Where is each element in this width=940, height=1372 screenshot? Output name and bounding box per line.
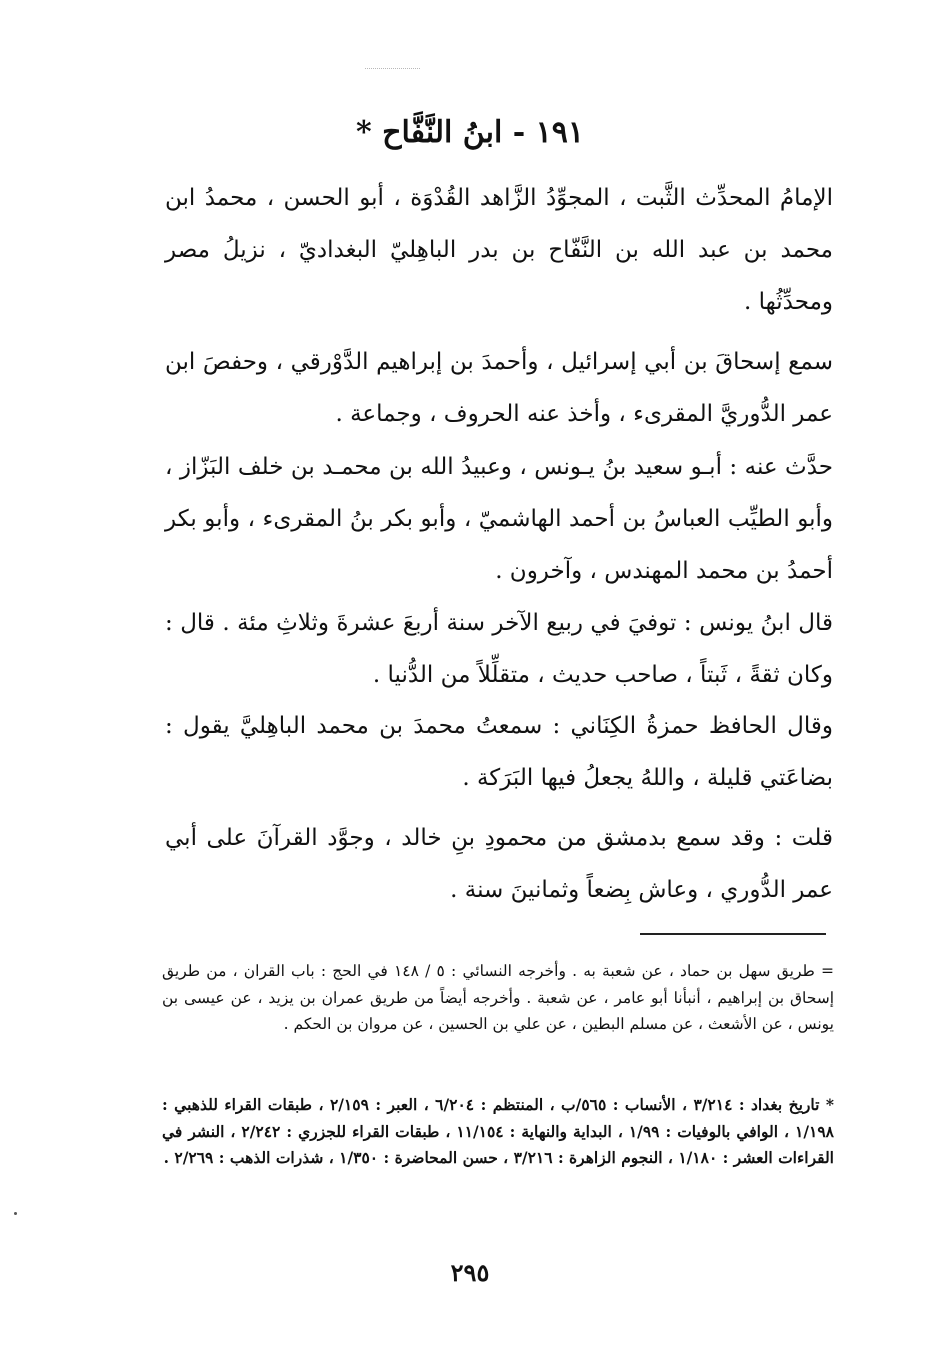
footnote-separator	[640, 933, 826, 935]
teachers-text: سمع إسحاقَ بن أبي إسرائيل ، وأحمدَ بن إبراهيم الدَّوْرقي ، وحفصَ ابن عمر الدُّوريَّ المقرىء ، وأخذ عنه الحروف ، وجماعة .	[165, 349, 833, 427]
entry-title: ١٩١ - ابنُ النَّفَّاح *	[356, 115, 584, 150]
footnote-sources: * تاريخ بغداد : ٣/٢١٤ ، الأنساب : ٥٦٥/ب ، المنتظم : ٦/٢٠٤ ، العبر : ٢/١٥٩ ، طبقات القراء للذهبي : ١/١٩٨ ، الوافي بالوفيات : ١/٩٩ ، البداية والنهاية : ١١/١٥٤ ، طبقات القراء للجزري : ٢/٢٤٢ ، النشر في القراءات العشر : ١/١٨٠ ، النجوم الزاهرة : ٣/٢١٦ ، حسن المحاضرة : ١/٣٥٠ ، شذرات الذهب : ٢/٢٦٩ .	[162, 1095, 835, 1167]
footnote-continuation: = طريق سهل بن حماد ، عن شعبة به . وأخرجه النسائي : ٥ / ١٤٨ في الحج : باب القران ، من طريق إسحاق بن إبراهيم ، أنبأنا أبو عامر ، عن شعبة . وأخرجه أيضاً من طريق عمران بن يزيد ، عن عيسى بن يونس ، عن الأشعث ، عن مسلم البطين ، عن علي بن الحسين ، عن مروان بن الحكم .	[162, 962, 835, 1033]
author-note-paragraph	[165, 812, 833, 916]
intro-paragraph	[165, 172, 833, 328]
teachers-paragraph	[165, 336, 833, 440]
ibn-yunus-text: قال ابنُ يونس : توفيَ في ربيع الآخر سنة أربعَ عشرةَ وثلاثِ مئة . قال : وكان ثقةً ، ثَبتاً ، صاحب حديث ، متقلِّلاً من الدُّنيا .	[165, 610, 833, 688]
intro-text: الإمامُ المحدِّث الثَّبت ، المجوِّدُ الزَّاهد القُدْوَة ، أبو الحسن ، محمدُ ابن محمد بن عبد الله بن النَّفّاح بن بدر الباهِليّ البغداديّ ، نزيلُ مصر ومحدِّثُها .	[165, 185, 833, 315]
hamza-paragraph	[165, 700, 833, 804]
page-number: ٢٩٥	[450, 1258, 490, 1287]
students-text: حدَّث عنه : أبـو سعيد بنُ يـونس ، وعبيدُ الله بن محمـد بن خلف البَزّاز ، وأبو الطيِّب العباسُ بن أحمد الهاشميّ ، وأبو بكر بنُ المقرىء ، وأبو بكر أحمدُ بن محمد المهندس ، وآخرون .	[165, 454, 833, 584]
scan-artifact	[365, 68, 420, 75]
hamza-text: وقال الحافظ حمزةُ الكِنَاني : سمعتُ محمدَ بن محمد الباهِليَّ يقول : بضاعَتي قليلة ، واللهُ يجعلُ فيها البَرَكة .	[165, 713, 833, 791]
ibn-yunus-paragraph	[165, 597, 833, 701]
author-note-text: قلت : وقد سمع بدمشق من محمودِ بنِ خالد ، وجوَّد القرآنَ على أبي عمر الدُّوري ، وعاش بِضعاً وثمانينَ سنة .	[165, 825, 833, 903]
students-paragraph	[165, 441, 833, 597]
scan-speck	[14, 1212, 17, 1215]
